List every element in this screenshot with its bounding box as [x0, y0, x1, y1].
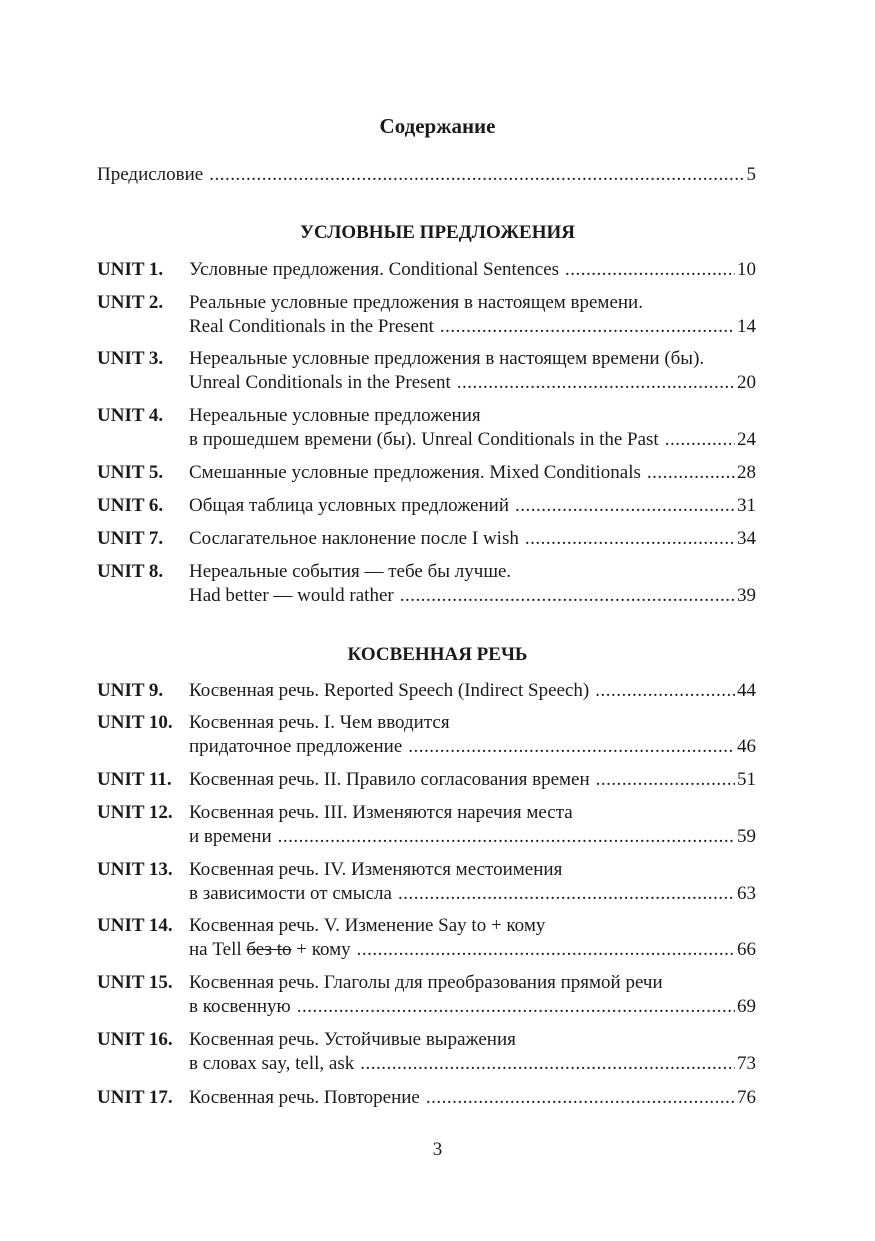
toc-entry-text: Косвенная речь. II. Правило согласования времен — [189, 769, 590, 790]
toc-entry-text: Косвенная речь. III. Изменяются наречия места — [189, 802, 573, 823]
unit-label: UNIT 10. — [97, 712, 173, 733]
unit-label: UNIT 17. — [97, 1087, 173, 1108]
toc-text-part: на Tell — [189, 939, 247, 960]
page-title: Содержание — [379, 114, 496, 138]
unit-label: UNIT 11. — [97, 769, 172, 790]
toc-entry-unit-6[interactable] — [189, 494, 756, 518]
unit-label: UNIT 16. — [97, 1029, 173, 1050]
unit-label: UNIT 15. — [97, 972, 173, 993]
toc-page-number: 14 — [737, 316, 756, 337]
toc-entry-unit-3-line1[interactable] — [189, 347, 756, 371]
toc-entry-text: Косвенная речь. Повторение — [189, 1087, 420, 1108]
toc-entry-text: Нереальные события — тебе бы лучше. — [189, 561, 512, 582]
toc-entry-text: Нереальные условные предложения в настоящем времени (бы). — [189, 348, 705, 369]
unit-label: UNIT 6. — [97, 495, 164, 516]
toc-entry-unit-7[interactable] — [189, 527, 756, 551]
toc-entry-unit-13-line1[interactable] — [189, 858, 756, 882]
unit-label: UNIT 1. — [97, 259, 164, 280]
toc-entry-text: в словах say, tell, ask — [189, 1053, 355, 1074]
toc-entry-unit-10[interactable] — [189, 735, 756, 759]
toc-entry-text: Предисловие — [97, 164, 204, 185]
unit-label: UNIT 5. — [97, 462, 164, 483]
toc-entry-unit-2-line1[interactable] — [189, 291, 756, 315]
dot-leader — [525, 527, 735, 551]
toc-page-number: 76 — [737, 1087, 756, 1108]
toc-entry-unit-10-line1[interactable] — [189, 711, 756, 735]
toc-entry-unit-17[interactable] — [189, 1086, 756, 1110]
toc-entry-unit-9[interactable] — [189, 679, 756, 703]
unit-label: UNIT 2. — [97, 292, 164, 313]
toc-entry-text: Косвенная речь. Глаголы для преобразования прямой речи — [189, 972, 663, 993]
toc-page-number: 31 — [737, 495, 756, 516]
toc-entry-text: придаточное предложение — [189, 736, 403, 757]
section-heading-conditionals: УСЛОВНЫЕ ПРЕДЛОЖЕНИЯ — [300, 222, 575, 243]
toc-entry-unit-12[interactable] — [189, 825, 756, 849]
page-number: 3 — [432, 1139, 443, 1160]
dot-leader — [457, 371, 735, 395]
unit-label: UNIT 7. — [97, 528, 164, 549]
toc-entry-unit-16-line1[interactable] — [189, 1028, 756, 1052]
toc-page-number: 34 — [737, 528, 756, 549]
unit-label: UNIT 13. — [97, 859, 173, 880]
toc-page-number: 63 — [737, 883, 756, 904]
toc-entry-text: в зависимости от смысла — [189, 883, 392, 904]
toc-entry-unit-5[interactable] — [189, 461, 756, 485]
toc-entry-unit-3[interactable] — [189, 371, 756, 395]
toc-page-number: 28 — [737, 462, 756, 483]
toc-entry-text: Had better — would rather — [189, 585, 394, 606]
toc-page-number: 39 — [737, 585, 756, 606]
toc-page-number: 59 — [737, 826, 756, 847]
dot-leader — [398, 882, 735, 906]
toc-entry-unit-15[interactable] — [189, 995, 756, 1019]
toc-entry-unit-4[interactable] — [189, 428, 756, 452]
toc-entry-text: Смешанные условные предложения. Mixed Conditionals — [189, 462, 641, 483]
unit-label: UNIT 8. — [97, 561, 164, 582]
toc-entry-text: Сослагательное наклонение после I wish — [189, 528, 519, 549]
toc-entry-text: Нереальные условные предложения — [189, 405, 481, 426]
toc-entry-unit-11[interactable] — [189, 768, 756, 792]
toc-entry-text: Реальные условные предложения в настоящем времени. — [189, 292, 643, 313]
toc-entry-unit-4-line1[interactable] — [189, 404, 756, 428]
unit-label: UNIT 12. — [97, 802, 173, 823]
toc-page-number: 24 — [737, 429, 756, 450]
dot-leader — [278, 825, 735, 849]
toc-page-number: 46 — [737, 736, 756, 757]
toc-entry-text: в косвенную — [189, 996, 291, 1017]
toc-entry-text: и времени — [189, 826, 272, 847]
unit-label: UNIT 4. — [97, 405, 164, 426]
toc-entry-text: Unreal Conditionals in the Present — [189, 372, 451, 393]
dot-leader — [426, 1086, 735, 1110]
toc-entry-text: в прошедшем времени (бы). Unreal Conditionals in the Past — [189, 429, 659, 450]
toc-page-number: 69 — [737, 996, 756, 1017]
dot-leader — [360, 1052, 735, 1076]
struck-text: без to — [246, 939, 292, 960]
toc-entry-text: Общая таблица условных предложений — [189, 495, 510, 516]
toc-entry-unit-14[interactable] — [189, 938, 756, 962]
dot-leader — [647, 461, 735, 485]
toc-entry-unit-12-line1[interactable] — [189, 801, 756, 825]
dot-leader — [357, 938, 735, 962]
unit-label: UNIT 14. — [97, 915, 173, 936]
toc-entry-unit-13[interactable] — [189, 882, 756, 906]
dot-leader — [595, 679, 735, 703]
toc-page-number: 66 — [737, 939, 756, 960]
dot-leader — [515, 494, 735, 518]
toc-entry-unit-14-line1[interactable] — [189, 914, 756, 938]
toc-entry-unit-15-line1[interactable] — [189, 971, 756, 995]
toc-page-number: 51 — [737, 769, 756, 790]
unit-label: UNIT 3. — [97, 348, 164, 369]
toc-entry-unit-8-line1[interactable] — [189, 560, 756, 584]
toc-entry-text: Косвенная речь. I. Чем вводится — [189, 712, 450, 733]
toc-entry-unit-8[interactable] — [189, 584, 756, 608]
toc-entry-text: Условные предложения. Conditional Sentences — [189, 259, 560, 280]
toc-entry-preface[interactable] — [97, 163, 756, 187]
toc-entry-text: Косвенная речь. IV. Изменяются местоимения — [189, 859, 563, 880]
toc-entry-unit-1[interactable] — [189, 258, 756, 282]
toc-page-number: 44 — [737, 680, 756, 701]
toc-page-number: 20 — [737, 372, 756, 393]
unit-label: UNIT 9. — [97, 680, 164, 701]
toc-entry-text — [189, 938, 351, 962]
dot-leader — [400, 584, 735, 608]
section-heading-reported-speech: КОСВЕННАЯ РЕЧЬ — [347, 644, 528, 665]
dot-leader — [565, 258, 735, 282]
dot-leader — [209, 163, 744, 187]
toc-entry-unit-16[interactable] — [189, 1052, 756, 1076]
toc-text-part: + кому — [291, 939, 351, 960]
toc-page-number: 73 — [737, 1053, 756, 1074]
toc-page-number: 5 — [746, 164, 756, 185]
dot-leader — [596, 768, 735, 792]
toc-page-number: 10 — [737, 259, 756, 280]
toc-entry-text: Косвенная речь. Устойчивые выражения — [189, 1029, 516, 1050]
dot-leader — [440, 315, 735, 339]
toc-entry-text: Косвенная речь. Reported Speech (Indirect Speech) — [189, 680, 590, 701]
dot-leader — [665, 428, 735, 452]
toc-entry-text: Real Conditionals in the Present — [189, 316, 434, 337]
toc-entry-text: Косвенная речь. V. Изменение Say to + кому — [189, 915, 546, 936]
dot-leader — [297, 995, 735, 1019]
dot-leader — [408, 735, 735, 759]
toc-entry-unit-2[interactable] — [189, 315, 756, 339]
